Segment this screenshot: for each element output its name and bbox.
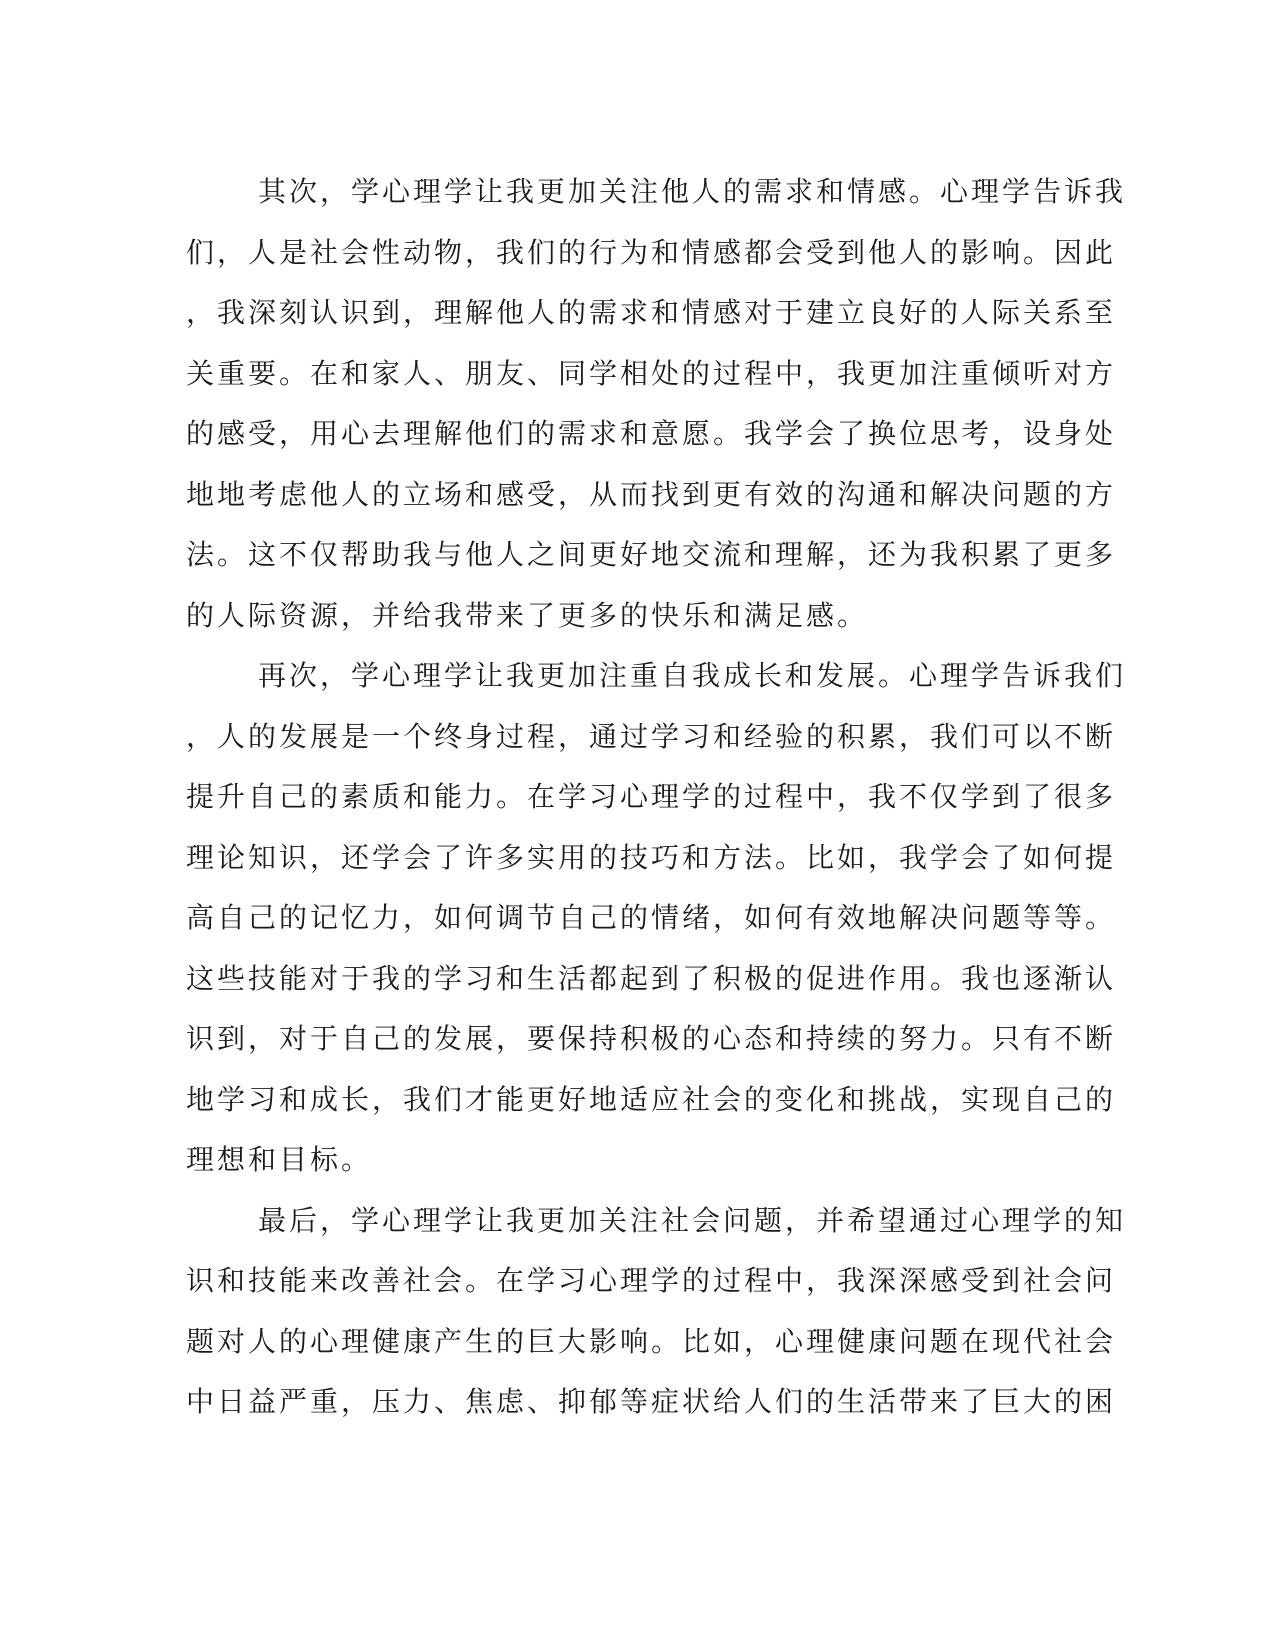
body-text xyxy=(186,162,1127,1433)
text-line: 理论知识，还学会了许多实用的技巧和方法。比如，我学会了如何提 xyxy=(186,840,1117,874)
text-line: 识到，对于自己的发展，要保持积极的心态和持续的努力。只有不断 xyxy=(186,1022,1117,1055)
paragraph-2 xyxy=(186,646,1127,1191)
text-line: 关重要。在和家人、朋友、同学相处的过程中，我更加注重倾听对方 xyxy=(186,356,1117,390)
text-line: 识和技能来改善社会。在学习心理学的过程中，我深深感受到社会问 xyxy=(186,1264,1117,1297)
text-line: 中日益严重，压力、焦虑、抑郁等症状给人们的生活带来了巨大的困 xyxy=(186,1385,1117,1418)
text-line: 题对人的心理健康产生的巨大影响。比如，心理健康问题在现代社会 xyxy=(186,1324,1117,1358)
text-line: 理想和目标。 xyxy=(186,1143,373,1176)
text-line: 法。这不仅帮助我与他人之间更好地交流和理解，还为我积累了更多 xyxy=(186,538,1117,571)
paragraph-3 xyxy=(186,1191,1127,1433)
text-line: ，人的发展是一个终身过程，通过学习和经验的积累，我们可以不断 xyxy=(186,719,1117,753)
text-line: ，我深刻认识到，理解他人的需求和情感对于建立良好的人际关系至 xyxy=(186,296,1117,329)
text-line: 高自己的记忆力，如何调节自己的情绪，如何有效地解决问题等等。 xyxy=(186,901,1117,934)
text-line: 们，人是社会性动物，我们的行为和情感都会受到他人的影响。因此 xyxy=(186,235,1117,269)
text-line: 其次，学心理学让我更加关注他人的需求和情感。心理学告诉我 xyxy=(258,175,1127,208)
text-line: 最后，学心理学让我更加关注社会问题，并希望通过心理学的知 xyxy=(258,1203,1127,1237)
paragraph-1 xyxy=(186,162,1127,646)
text-line: 的感受，用心去理解他们的需求和意愿。我学会了换位思考，设身处 xyxy=(186,417,1117,450)
text-line: 提升自己的素质和能力。在学习心理学的过程中，我不仅学到了很多 xyxy=(186,780,1117,813)
text-line: 这些技能对于我的学习和生活都起到了积极的促进作用。我也逐渐认 xyxy=(186,961,1117,995)
text-line: 的人际资源，并给我带来了更多的快乐和满足感。 xyxy=(186,598,869,632)
text-line: 地学习和成长，我们才能更好地适应社会的变化和挑战，实现自己的 xyxy=(186,1082,1117,1116)
text-line: 地地考虑他人的立场和感受，从而找到更有效的沟通和解决问题的方 xyxy=(186,477,1117,511)
text-line: 再次，学心理学让我更加注重自我成长和发展。心理学告诉我们 xyxy=(258,659,1127,692)
